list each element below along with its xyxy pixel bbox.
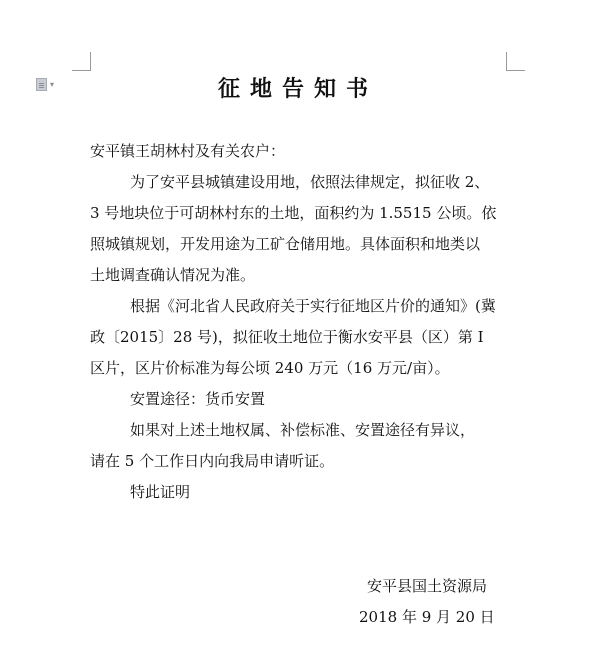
body-line: 政〔2015〕28 号)，拟征收土地位于衡水安平县（区）第 I <box>90 328 484 346</box>
body-line: 区片，区片价标准为每公顷 240 万元（16 万元/亩）。 <box>90 359 450 377</box>
document-title: 征地告知书 <box>217 77 378 102</box>
body-line: 如果对上述土地权属、补偿标准、安置途径有异议， <box>130 421 476 439</box>
body-line: 土地调查确认情况为准。 <box>90 266 256 284</box>
salutation: 安平镇王胡林村及有关农户： <box>90 142 286 160</box>
resettlement-line: 安置途径：货币安置 <box>130 390 266 408</box>
signature-organization: 安平县国土资源局 <box>367 577 488 595</box>
body-line: 根据《河北省人民政府关于实行征地区片价的通知》(冀 <box>130 297 496 315</box>
body-line: 照城镇规划，开发用途为工矿仓储用地。具体面积和地类以 <box>90 235 481 253</box>
closing-line: 特此证明 <box>130 483 191 501</box>
signature-date: 2018 年 9 月 20 日 <box>359 608 495 626</box>
body-line: 请在 5 个工作日内向我局申请听证。 <box>90 452 335 470</box>
body-line: 3 号地块位于可胡林村东的土地，面积约为 1.5515 公顷。依 <box>90 204 497 222</box>
crop-mark-top-right <box>506 52 525 71</box>
chevron-down-icon[interactable]: ▾ <box>50 80 55 89</box>
crop-mark-top-left <box>72 52 91 71</box>
body-line: 为了安平县城镇建设用地，依照法律规定，拟征收 2、 <box>130 173 490 191</box>
